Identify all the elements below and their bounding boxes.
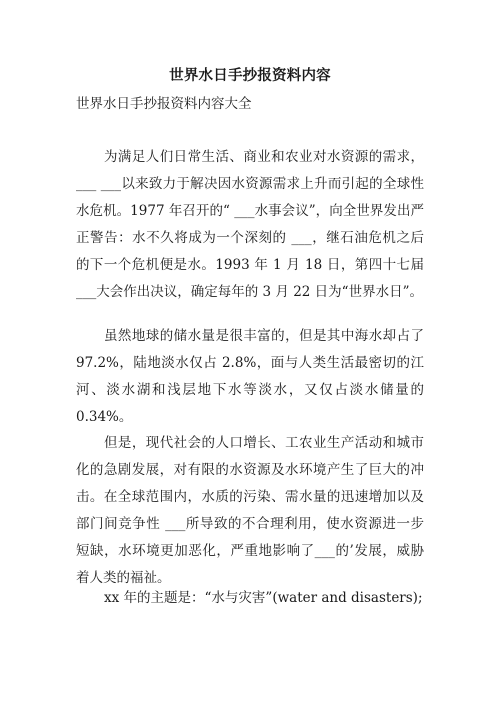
paragraph-water-crisis: 为满足人们日常生活、商业和农业对水资源的需求， ___ ___以来致力于解决因水资源需求上升而引起的全球性水危机。1977 年召开的“ ___水事会议”，向全世界发出严正警告：水不久将成为一个深刻的 ___，继石油危机之后的下一个危机便是水。1993 年 1 月 18 日，第四十七届 ___大会作出决议，确定每年的 3 月 22 日为“世界水日”。	[76, 149, 424, 300]
document-title: 世界水日手抄报资料内容	[169, 67, 331, 84]
paragraph-water-reserves: 虽然地球的储水量是很丰富的，但是其中海水却占了 97.2%，陆地淡水仅占 2.8%，面与人类生活最密切的江河、淡水湖和浅层地下水等淡水，又仅占淡水储量的 0.34%。	[76, 328, 424, 425]
paragraph-population-impact: 但是，现代社会的人口增长、工农业生产活动和城市化的急剧发展，对有限的水资源及水环境产生了巨大的冲击。在全球范围内，水质的污染、需水量的迅速增加以及部门间竞争性 ___所导致的不合理利用，使水资源进一步短缺，水环境更加恶化，严重地影响了___的’发展，威胁着人类的福祉。	[76, 435, 424, 586]
paragraph-theme: xx 年的主题是：“水与灾害”(water and disasters);	[104, 590, 423, 606]
document-subtitle: 世界水日手抄报资料内容大全	[76, 96, 252, 112]
